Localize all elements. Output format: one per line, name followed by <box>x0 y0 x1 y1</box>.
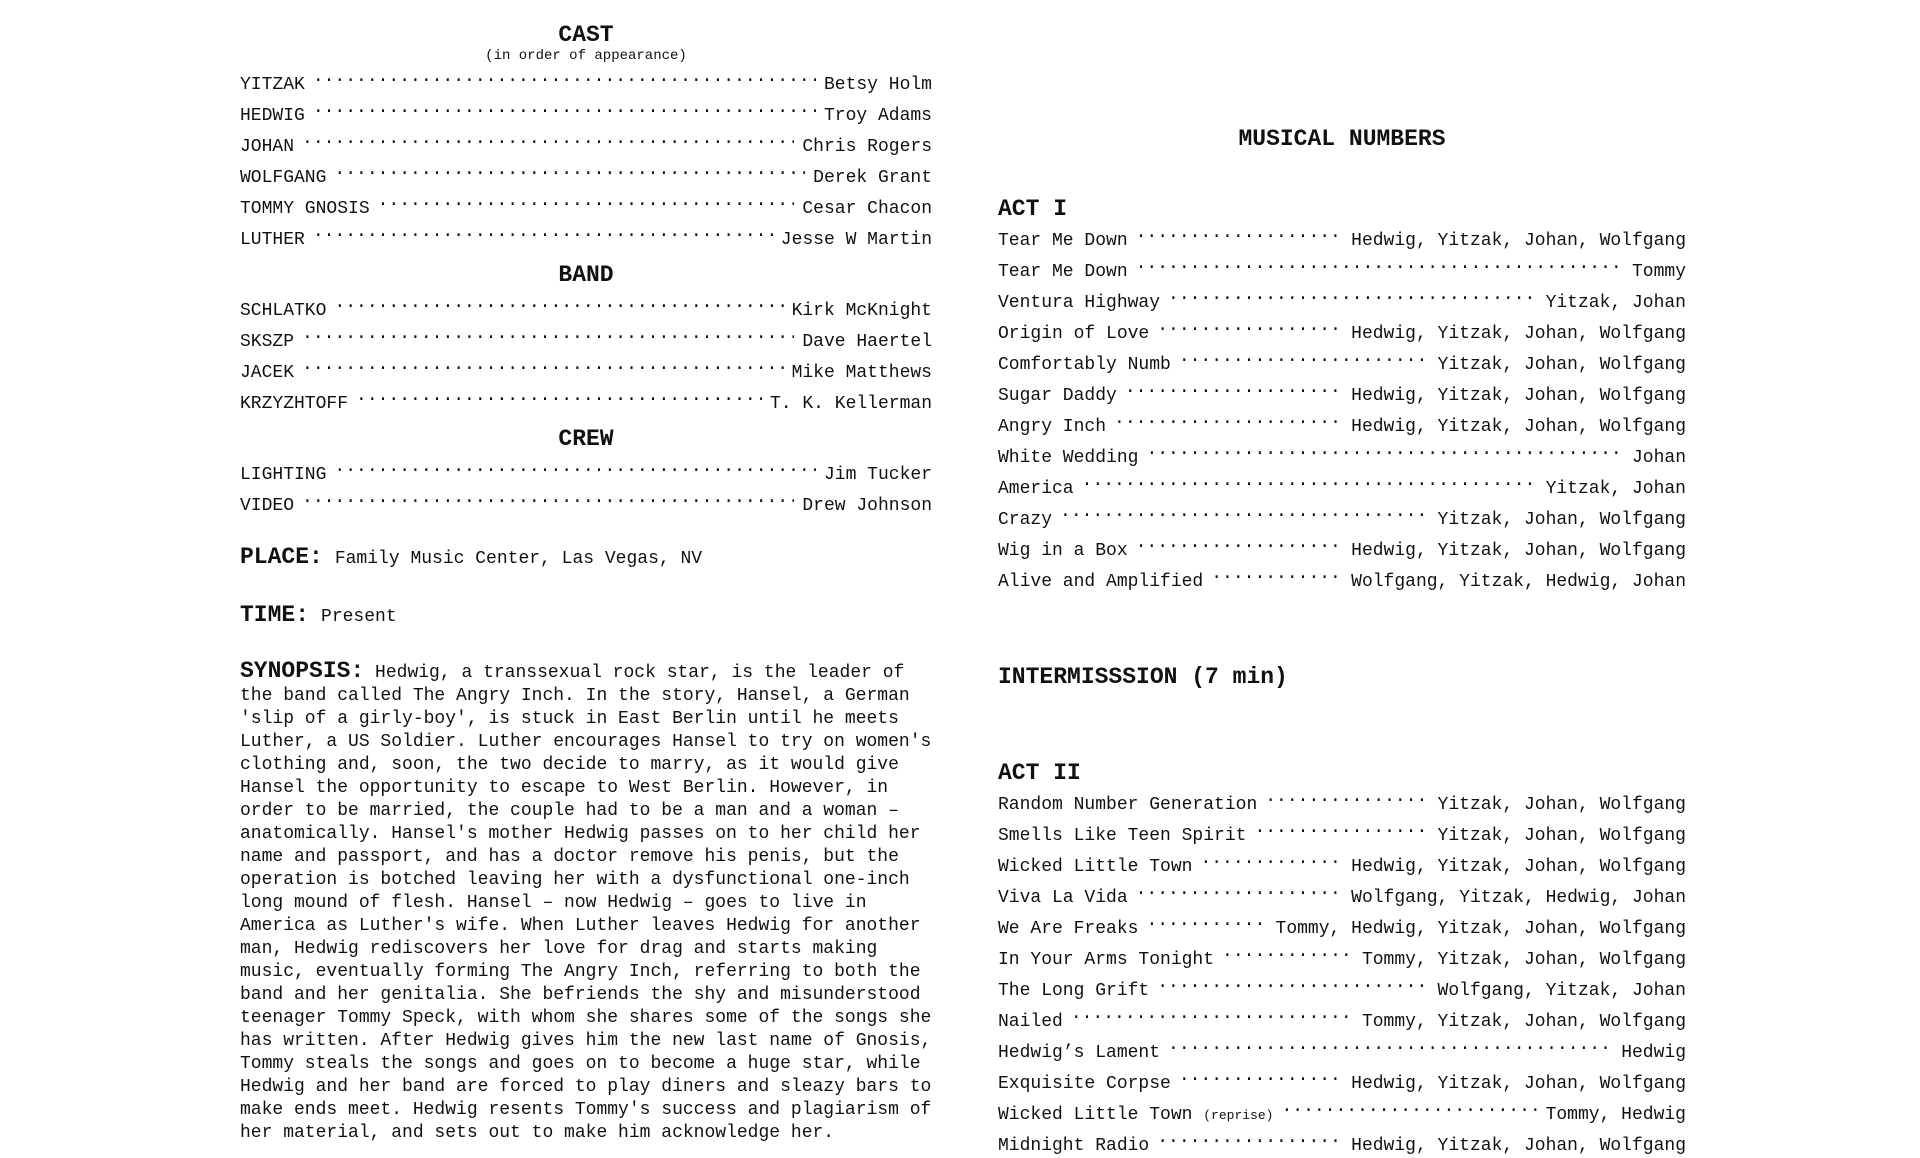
song-row <box>998 848 1686 879</box>
role-name: TOMMY GNOSIS <box>240 199 370 219</box>
cast-row <box>240 97 932 128</box>
song-row <box>998 346 1686 377</box>
crew-list <box>240 456 932 518</box>
song-title: The Long Grift <box>998 981 1150 1001</box>
song-row <box>998 879 1686 910</box>
song-title: Angry Inch <box>998 417 1107 437</box>
actor-name: Betsy Holm <box>823 75 932 95</box>
song-performers: Wolfgang, Yitzak, Johan <box>1437 981 1686 1001</box>
song-title: Viva La Vida <box>998 888 1128 908</box>
song-title: We Are Freaks <box>998 919 1139 939</box>
leader-dots <box>334 456 816 479</box>
song-title: Tear Me Down <box>998 262 1128 282</box>
song-title-text: Wicked Little Town <box>998 1105 1193 1125</box>
song-performers: Yitzak, Johan, Wolfgang <box>1437 355 1686 375</box>
song-row <box>998 972 1686 1003</box>
member-name: Dave Haertel <box>802 332 932 352</box>
leader-dots <box>313 66 816 89</box>
member-name: Mike Matthews <box>791 363 932 383</box>
song-performers: Tommy, Yitzak, Johan, Wolfgang <box>1361 950 1686 970</box>
song-performers: Hedwig <box>1621 1043 1686 1063</box>
leader-dots <box>356 385 762 408</box>
song-row <box>998 315 1686 346</box>
song-title: In Your Arms Tonight <box>998 950 1215 970</box>
leader-dots <box>1157 315 1343 338</box>
song-row <box>998 408 1686 439</box>
musical-numbers-heading: MUSICAL NUMBERS <box>1238 126 1446 152</box>
crew-row <box>240 487 932 518</box>
song-title: Crazy <box>998 510 1053 530</box>
song-row <box>998 1065 1686 1096</box>
song-performers: Johan <box>1631 448 1686 468</box>
cast-row <box>240 128 932 159</box>
leader-dots <box>1146 910 1267 933</box>
leader-dots <box>1136 222 1344 245</box>
song-performers: Tommy, Hedwig <box>1545 1105 1686 1125</box>
leader-dots <box>313 221 773 244</box>
actor-name: Jesse W Martin <box>780 230 932 250</box>
leader-dots <box>334 159 805 182</box>
leader-dots <box>302 487 794 510</box>
left-column <box>240 0 932 1145</box>
role-name: YITZAK <box>240 75 305 95</box>
role-name: KRZYZHTOFF <box>240 394 349 414</box>
leader-dots <box>1168 1034 1613 1057</box>
crew-row <box>240 456 932 487</box>
cast-row <box>240 221 932 252</box>
song-title: Random Number Generation <box>998 795 1258 815</box>
song-performers: Hedwig, Yitzak, Johan, Wolfgang <box>1351 417 1686 437</box>
song-row <box>998 377 1686 408</box>
song-title: America <box>998 479 1074 499</box>
synopsis-text: Hedwig, a transsexual rock star, is the leader of the band called The Angry Inch. In the story, Hansel, a German 'slip of a girly-boy', is stuck in East Berlin until he meets Luther, a US Soldier. Luther encourages Hansel to try on women's clothing and, soon, the two decide to marry, as it would give Hansel the opportunity to escape to West Berlin. However, in order to be married, the couple had to be a man and a woman – anatomically. Hansel's mother Hedwig passes on to her child her name and passport, and has a doctor remove his penis, but the operation is botched leaving her with a dysfunctional one-inch long mound of flesh. Hansel – now Hedwig – goes to live in America as Luther's wife. When Luther leaves Hedwig for another man, Hedwig rediscovers her love for drag and starts making music, eventually forming The Angry Inch, referring to both the band and her genitalia. She befriends the shy and misunderstood teenager Tommy Speck, with whom she shares some of the songs she has written. After Hedwig gives him the new last name of Gnosis, Tommy steals the songs and goes on to become a huge star, while Hedwig and her band are forced to play diners and sleazy bars to make ends meet. Hedwig resents Tommy's success and plagiarism of her material, and sets out to make him acknowledge her. <box>240 663 932 1143</box>
leader-dots <box>1071 1003 1354 1026</box>
right-column <box>998 0 1686 1158</box>
act2-heading: ACT II <box>998 760 1081 786</box>
band-row <box>240 292 932 323</box>
member-name: Kirk McKnight <box>791 301 932 321</box>
crew-heading: CREW <box>558 426 614 452</box>
song-row <box>998 470 1686 501</box>
role-name: SCHLATKO <box>240 301 327 321</box>
role-name: WOLFGANG <box>240 168 327 188</box>
place-label: PLACE: <box>240 544 323 570</box>
leader-dots <box>313 97 816 120</box>
song-row <box>998 941 1686 972</box>
synopsis-paragraph <box>240 660 932 1145</box>
song-title: Sugar Daddy <box>998 386 1117 406</box>
song-row <box>998 222 1686 253</box>
song-performers: Hedwig, Yitzak, Johan, Wolfgang <box>1351 857 1686 877</box>
song-title: Wig in a Box <box>998 541 1128 561</box>
role-name: LUTHER <box>240 230 305 250</box>
song-performers: Yitzak, Johan <box>1545 479 1686 499</box>
reprise-note: (reprise) <box>1203 1108 1274 1123</box>
song-performers: Wolfgang, Yitzak, Hedwig, Johan <box>1351 572 1686 592</box>
act2-list <box>998 786 1686 1158</box>
leader-dots <box>1211 563 1343 586</box>
song-title: Tear Me Down <box>998 231 1128 251</box>
song-row <box>998 1096 1686 1127</box>
leader-dots <box>1157 972 1429 995</box>
actor-name: Derek Grant <box>813 168 932 188</box>
role-name: JOHAN <box>240 137 295 157</box>
song-title: Alive and Amplified <box>998 572 1204 592</box>
cast-row <box>240 159 932 190</box>
song-title: Exquisite Corpse <box>998 1074 1171 1094</box>
song-performers: Yitzak, Johan, Wolfgang <box>1437 826 1686 846</box>
song-row <box>998 1034 1686 1065</box>
song-row <box>998 439 1686 470</box>
leader-dots <box>1136 532 1344 555</box>
leader-dots <box>302 128 794 151</box>
member-name: T. K. Kellerman <box>769 394 932 414</box>
song-row <box>998 563 1686 594</box>
song-row <box>998 786 1686 817</box>
band-row <box>240 385 932 416</box>
song-performers: Wolfgang, Yitzak, Hedwig, Johan <box>1351 888 1686 908</box>
time-value: Present <box>321 607 397 627</box>
song-title <box>998 1104 1281 1127</box>
leader-dots <box>1125 377 1343 400</box>
leader-dots <box>1179 1065 1343 1088</box>
song-title: Ventura Highway <box>998 293 1161 313</box>
song-title: White Wedding <box>998 448 1139 468</box>
song-performers: Yitzak, Johan, Wolfgang <box>1437 795 1686 815</box>
song-performers: Hedwig, Yitzak, Johan, Wolfgang <box>1351 1136 1686 1156</box>
leader-dots <box>378 190 795 213</box>
song-title: Origin of Love <box>998 324 1150 344</box>
song-row <box>998 284 1686 315</box>
song-title: Nailed <box>998 1012 1063 1032</box>
song-performers: Tommy, Yitzak, Johan, Wolfgang <box>1361 1012 1686 1032</box>
leader-dots <box>1060 501 1430 524</box>
actor-name: Troy Adams <box>823 106 932 126</box>
cast-heading: CAST <box>558 22 614 48</box>
role-name: HEDWIG <box>240 106 305 126</box>
song-row <box>998 253 1686 284</box>
leader-dots <box>302 323 794 346</box>
member-name: Jim Tucker <box>823 465 932 485</box>
act1-list <box>998 222 1686 594</box>
song-row <box>998 532 1686 563</box>
role-name: LIGHTING <box>240 465 327 485</box>
song-performers: Hedwig, Yitzak, Johan, Wolfgang <box>1351 231 1686 251</box>
song-performers: Tommy <box>1631 262 1686 282</box>
member-name: Drew Johnson <box>802 496 932 516</box>
song-performers: Yitzak, Johan <box>1545 293 1686 313</box>
song-title: Midnight Radio <box>998 1136 1150 1156</box>
band-row <box>240 354 932 385</box>
leader-dots <box>1136 879 1344 902</box>
song-title: Wicked Little Town <box>998 857 1193 877</box>
time-label: TIME: <box>240 602 310 628</box>
song-row <box>998 817 1686 848</box>
song-row <box>998 1003 1686 1034</box>
song-title: Smells Like Teen Spirit <box>998 826 1247 846</box>
song-performers: Hedwig, Yitzak, Johan, Wolfgang <box>1351 386 1686 406</box>
leader-dots <box>1265 786 1429 809</box>
song-row <box>998 1127 1686 1158</box>
leader-dots <box>1168 284 1538 307</box>
cast-row <box>240 190 932 221</box>
leader-dots <box>1114 408 1343 431</box>
time-line <box>240 602 932 630</box>
actor-name: Cesar Chacon <box>802 199 932 219</box>
leader-dots <box>1281 1096 1537 1119</box>
leader-dots <box>1157 1127 1343 1150</box>
leader-dots <box>1082 470 1538 493</box>
leader-dots <box>334 292 783 315</box>
leader-dots <box>1179 346 1430 369</box>
song-performers: Hedwig, Yitzak, Johan, Wolfgang <box>1351 541 1686 561</box>
song-row <box>998 910 1686 941</box>
band-row <box>240 323 932 354</box>
song-title: Hedwig’s Lament <box>998 1043 1161 1063</box>
leader-dots <box>1200 848 1343 871</box>
leader-dots <box>1136 253 1624 276</box>
role-name: VIDEO <box>240 496 295 516</box>
role-name: SKSZP <box>240 332 295 352</box>
band-list <box>240 292 932 416</box>
leader-dots <box>1146 439 1624 462</box>
song-performers: Tommy, Hedwig, Yitzak, Johan, Wolfgang <box>1275 919 1686 939</box>
leader-dots <box>1254 817 1429 840</box>
role-name: JACEK <box>240 363 295 383</box>
intermission-heading: INTERMISSSION (7 min) <box>998 664 1288 690</box>
song-performers: Hedwig, Yitzak, Johan, Wolfgang <box>1351 1074 1686 1094</box>
place-value: Family Music Center, Las Vegas, NV <box>334 549 703 569</box>
song-performers: Hedwig, Yitzak, Johan, Wolfgang <box>1351 324 1686 344</box>
act1-heading: ACT I <box>998 196 1068 222</box>
band-heading: BAND <box>558 262 614 288</box>
synopsis-label: SYNOPSIS: <box>240 658 365 684</box>
song-title: Comfortably Numb <box>998 355 1171 375</box>
cast-subtitle: (in order of appearance) <box>485 48 687 64</box>
place-line <box>240 544 932 572</box>
actor-name: Chris Rogers <box>802 137 932 157</box>
song-performers: Yitzak, Johan, Wolfgang <box>1437 510 1686 530</box>
leader-dots <box>302 354 784 377</box>
leader-dots <box>1222 941 1354 964</box>
cast-list <box>240 66 932 252</box>
cast-row <box>240 66 932 97</box>
song-row <box>998 501 1686 532</box>
